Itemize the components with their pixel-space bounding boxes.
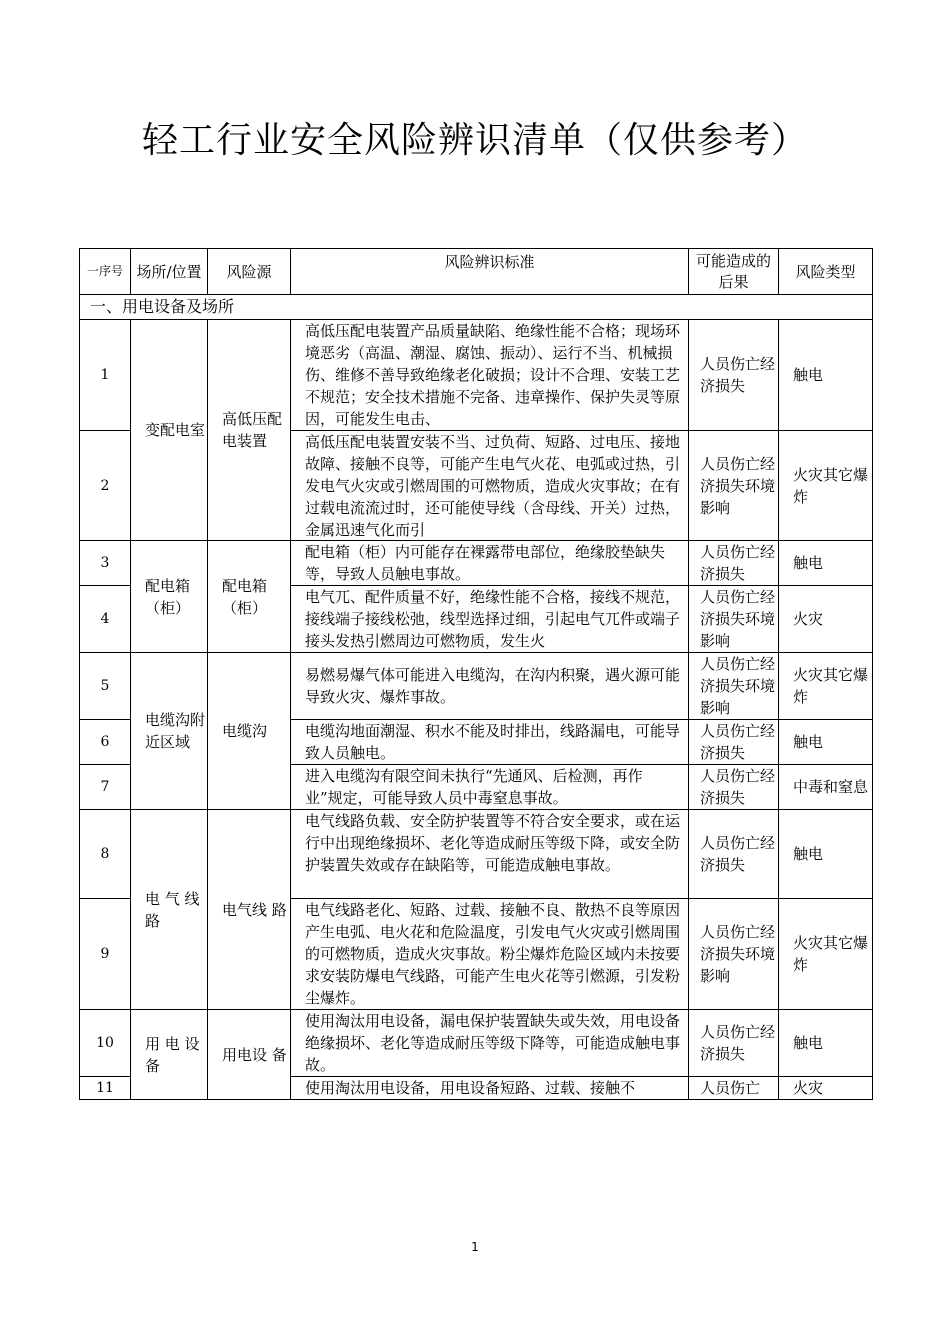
location-cell: 电 气 线 路: [131, 810, 208, 1010]
consequence-cell: 人员伤亡经济损失: [689, 541, 779, 586]
row-no: 11: [80, 1077, 131, 1100]
header-consequence: 可能造成的后果: [689, 249, 779, 295]
consequence-cell: 人员伤亡经济损失环境影响: [689, 586, 779, 653]
risk-type-cell: 触电: [779, 541, 873, 586]
table-row: [80, 810, 873, 899]
location-cell: 变配电室: [131, 320, 208, 541]
criteria-cell: [291, 431, 689, 541]
page-title: 轻工行业安全风险辨识清单（仅供参考）: [141, 120, 808, 161]
criteria-cell: [291, 899, 689, 1010]
consequence-cell: 人员伤亡经济损失: [689, 810, 779, 899]
criteria-text: 电气线路老化、短路、过载、接触不良、散热不良等原因产生电弧、电火花和危险温度，引发电气火灾或引燃周围的可燃物质，造成火灾事故。粉尘爆炸危险区域内未按要求安装防爆电气线路，可能产生电火花等引燃源，引发粉尘爆炸。: [305, 901, 680, 1007]
criteria-text: 进入电缆沟有限空间未执行“先通风、后检测，再作业”规定，可能导致人员中毒窒息事故。: [305, 767, 643, 807]
table-row: [80, 1010, 873, 1077]
consequence-cell: 人员伤亡: [689, 1077, 779, 1100]
criteria-text: 电气线路负载、安全防护装置等不符合安全要求，或在运行中出现绝缘损坏、老化等造成耐压等级下降，或安全防护装置失效或存在缺陷等，可能造成触电事故。: [305, 812, 680, 874]
criteria-cell: [291, 765, 689, 810]
consequence-cell: 人员伤亡经济损失环境影响: [689, 653, 779, 720]
page-number: 1: [471, 1240, 479, 1254]
row-no: 4: [80, 586, 131, 653]
consequence-cell: 人员伤亡经济损失环境影响: [689, 431, 779, 541]
header-location: 场所/位置: [131, 249, 208, 295]
criteria-text: 高低压配电装置产品质量缺陷、绝缘性能不合格；现场环境恶劣（高温、潮湿、腐蚀、振动）、运行不当、机械损伤、维修不善导致绝缘老化破损；设计不合理、安装工艺不规范；安全技术措施不完备、违章操作、保护失灵等原因，可能发生电击、: [305, 322, 680, 428]
risk-type-cell: 火灾: [779, 586, 873, 653]
criteria-text: 使用淘汰用电设备，用电设备短路、过载、接触不: [305, 1079, 636, 1097]
source-cell: 电缆沟: [208, 653, 291, 810]
row-no: 3: [80, 541, 131, 586]
header-type: 风险类型: [779, 249, 873, 295]
row-no: 8: [80, 810, 131, 899]
risk-type-cell: 中毒和窒息: [779, 765, 873, 810]
criteria-cell: [291, 1077, 689, 1100]
risk-type-cell: 触电: [779, 810, 873, 899]
criteria-cell: [291, 541, 689, 586]
criteria-cell: [291, 320, 689, 431]
row-no: 2: [80, 431, 131, 541]
risk-type-cell: 触电: [779, 320, 873, 431]
source-cell: 用电设 备: [208, 1010, 291, 1100]
criteria-text: 高低压配电装置安装不当、过负荷、短路、过电压、接地故障、接触不良等，可能产生电气火花、电弧或过热，引发电气火灾或引燃周围的可燃物质，造成火灾事故；在有过载电流流过时，还可能使导线（含母线、开关）过热，金属迅速气化而引: [305, 433, 680, 539]
table-row: [80, 320, 873, 431]
criteria-text: 配电箱（柜）内可能存在裸露带电部位，绝缘胶垫缺失等，导致人员触电事故。: [305, 543, 666, 583]
row-no: 6: [80, 720, 131, 765]
criteria-cell: [291, 1010, 689, 1077]
header-no: 一序号: [80, 249, 131, 295]
source-cell: 高低压配电装置: [208, 320, 291, 541]
risk-type-cell: 火灾其它爆炸: [779, 431, 873, 541]
location-cell: 配电箱（柜）: [131, 541, 208, 653]
consequence-cell: 人员伤亡经济损失: [689, 1010, 779, 1077]
risk-type-cell: 火灾其它爆炸: [779, 653, 873, 720]
risk-type-cell: 触电: [779, 720, 873, 765]
risk-table: [79, 248, 873, 1100]
consequence-cell: 人员伤亡经济损失: [689, 720, 779, 765]
header-criteria: 风险辨识标准: [291, 249, 689, 295]
risk-type-cell: 触电: [779, 1010, 873, 1077]
location-cell: 用 电 设 备: [131, 1010, 208, 1100]
criteria-text: 电缆沟地面潮湿、积水不能及时排出，线路漏电，可能导致人员触电。: [305, 722, 680, 762]
criteria-cell: [291, 810, 689, 899]
row-no: 9: [80, 899, 131, 1010]
source-cell: 电气线 路: [208, 810, 291, 1010]
criteria-text: 易燃易爆气体可能进入电缆沟，在沟内积聚，遇火源可能导致火灾、爆炸事故。: [305, 666, 680, 706]
section-row: [80, 295, 873, 320]
source-cell: 配电箱（柜）: [208, 541, 291, 653]
row-no: 7: [80, 765, 131, 810]
criteria-text: 使用淘汰用电设备，漏电保护装置缺失或失效，用电设备绝缘损坏、老化等造成耐压等级下降等，可能造成触电事故。: [305, 1012, 680, 1074]
table-row: [80, 541, 873, 586]
row-no: 10: [80, 1010, 131, 1077]
criteria-cell: [291, 586, 689, 653]
consequence-cell: 人员伤亡经济损失: [689, 765, 779, 810]
criteria-cell: [291, 653, 689, 720]
row-no: 5: [80, 653, 131, 720]
section-title: 一、用电设备及场所: [80, 295, 873, 320]
location-cell: 电缆沟附近区域: [131, 653, 208, 810]
risk-type-cell: 火灾: [779, 1077, 873, 1100]
criteria-text: 电气兀、配件质量不好，绝缘性能不合格，接线不规范，接线端子接线松弛，线型选择过细，引起电气兀件或端子接头发热引燃周边可燃物质，发生火: [305, 588, 680, 650]
risk-type-cell: 火灾其它爆炸: [779, 899, 873, 1010]
table-row: [80, 653, 873, 720]
row-no: 1: [80, 320, 131, 431]
criteria-cell: [291, 720, 689, 765]
table-header-row: [80, 249, 873, 295]
consequence-cell: 人员伤亡经济损失环境影响: [689, 899, 779, 1010]
consequence-cell: 人员伤亡经济损失: [689, 320, 779, 431]
header-source: 风险源: [208, 249, 291, 295]
